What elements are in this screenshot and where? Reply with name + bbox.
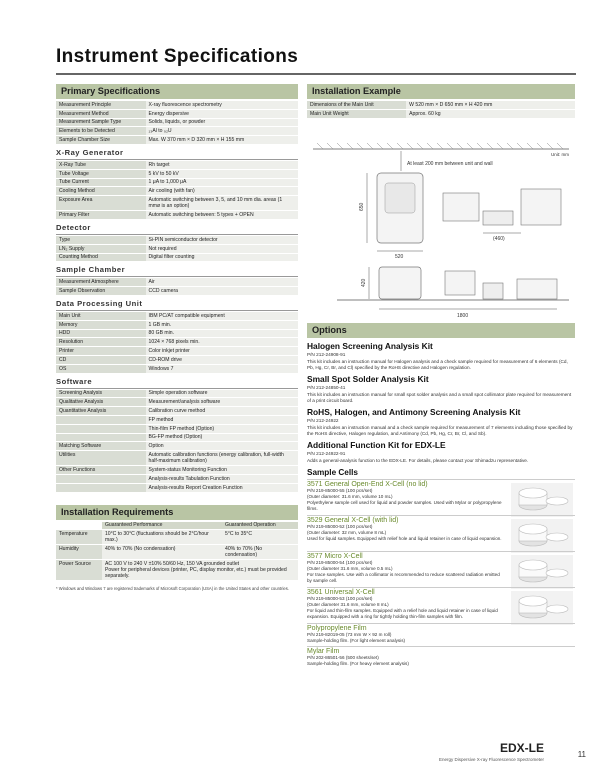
detector-table bbox=[56, 236, 298, 262]
software-header: Software bbox=[56, 374, 298, 389]
spec-value: Solids, liquids, or powder bbox=[146, 118, 298, 127]
spec-row bbox=[56, 244, 298, 253]
spec-label: Tube Current bbox=[56, 178, 146, 187]
sample-chamber-header: Sample Chamber bbox=[56, 262, 298, 277]
spec-row bbox=[56, 127, 298, 136]
sample-cell-item bbox=[307, 551, 575, 587]
sample-cell-item bbox=[307, 479, 575, 515]
spec-value: Calibration curve method bbox=[146, 407, 298, 416]
option-kit-title: Additional Function Kit for EDX-LE bbox=[307, 440, 446, 451]
brand-subtitle: Energy Dispersive X-ray Fluorescence Spectrometer bbox=[438, 757, 544, 762]
wall-hatch bbox=[317, 143, 563, 149]
option-kit-part-number: P/N 212-24908-91 bbox=[307, 351, 346, 357]
xray-generator-table bbox=[56, 161, 298, 220]
spec-value: W 520 mm × D 650 mm × H 420 mm bbox=[406, 101, 575, 109]
sample-cell-description: For liquid and thin-film samples. Equipped with a relief hole and liquid retainer in case of liquid expansion. Equipped with a ring for tightly holding thin-film samples with film. bbox=[307, 608, 498, 620]
spec-value: Si-PIN semiconductor detector bbox=[146, 236, 298, 244]
option-kit-title: RoHS, Halogen, and Antimony Screening Analysis Kit bbox=[307, 407, 521, 418]
dim-460-label: (460) bbox=[493, 235, 505, 242]
trademark-footnote: * Windows and Windows 7 are registered trademarks of Microsoft Corporation (USA) in the United States and other countries. bbox=[56, 585, 289, 591]
spec-value: Rh target bbox=[146, 161, 298, 169]
spec-row bbox=[56, 236, 298, 244]
sample-cell-description: For trace samples. Use with a collimator is recommended to reduce scattered radiation emitted by sample cell. bbox=[307, 572, 500, 584]
sample-cell-part-number: P/N 219-82019-05 (73 mm W × 92 m roll) bbox=[307, 632, 392, 638]
spec-row bbox=[56, 338, 298, 347]
installation-diagram bbox=[307, 123, 575, 319]
spec-row bbox=[56, 278, 298, 286]
spec-label: Exposure Area bbox=[56, 196, 146, 211]
unit-label: Unit: mm bbox=[551, 151, 569, 157]
sample-cell-photo bbox=[511, 555, 573, 589]
power-source-text: AC 100 V to 240 V ±10% 50/60 Hz, 150 VA grounded outlet bbox=[104, 560, 240, 567]
sample-cell-part-number: P/N 219-85000-55 (100 pcs/set) bbox=[307, 488, 373, 494]
spec-row bbox=[56, 101, 298, 109]
spec-value: X-ray fluorescence spectrometry bbox=[146, 101, 298, 109]
spec-row bbox=[56, 118, 298, 127]
sample-cell-dimensions: (Outer diameter 31.6 mm, volume 8 mL) bbox=[307, 602, 389, 608]
sample-cell-title: 3571 General Open-End X-Cell (no lid) bbox=[307, 481, 428, 489]
monitor-front-view bbox=[445, 271, 475, 295]
sample-cells-list bbox=[307, 479, 575, 669]
col-guaranteed-operation: Guaranteed Operation bbox=[222, 522, 298, 530]
spec-value: 1 GB min. bbox=[146, 320, 298, 329]
spec-row bbox=[56, 196, 298, 211]
corner-cell bbox=[56, 522, 102, 530]
printer-front-view bbox=[517, 279, 557, 299]
spec-row bbox=[56, 136, 298, 145]
spec-row bbox=[56, 398, 298, 407]
spec-label: Type bbox=[56, 236, 146, 244]
spec-label: Tube Voltage bbox=[56, 169, 146, 178]
spec-row bbox=[56, 320, 298, 329]
installation-requirements-table bbox=[56, 522, 298, 581]
spec-value: Energy dispersive bbox=[146, 109, 298, 118]
wall-clearance-note: At least 200 mm between unit and wall bbox=[407, 160, 493, 167]
installation-example-table bbox=[307, 101, 575, 119]
spec-value: System-status Monitoring Function bbox=[146, 466, 298, 475]
sample-cell-title: 3561 Universal X-Cell bbox=[307, 589, 375, 597]
primary-specs-header: Primary Specifications bbox=[56, 84, 298, 99]
spec-row bbox=[56, 466, 298, 475]
option-kit-title: Halogen Screening Analysis Kit bbox=[307, 340, 433, 351]
pc-front-view bbox=[483, 283, 503, 299]
spec-label: Main Unit Weight bbox=[307, 109, 406, 118]
power-source-value bbox=[102, 559, 298, 580]
spec-row bbox=[56, 390, 298, 398]
installation-requirements-header: Installation Requirements bbox=[56, 505, 298, 520]
sample-cell-title: 3577 Micro X-Cell bbox=[307, 553, 363, 561]
spec-label: CD bbox=[56, 355, 146, 364]
spec-label bbox=[56, 474, 146, 483]
spec-value: Analysis-results Report Creation Function bbox=[146, 483, 298, 492]
spec-row bbox=[56, 211, 298, 220]
right-column bbox=[307, 84, 575, 669]
spec-value: Windows 7 bbox=[146, 364, 298, 373]
spec-row bbox=[56, 474, 298, 483]
xray-generator-header: X-Ray Generator bbox=[56, 145, 298, 160]
spec-value: CCD camera bbox=[146, 287, 298, 296]
main-unit-front-view bbox=[379, 267, 421, 299]
spec-value: Option bbox=[146, 442, 298, 451]
sample-cell-photo bbox=[511, 591, 573, 625]
primary-specs-table bbox=[56, 101, 298, 145]
spec-value: Automatic calibration functions (energy calibration, full-width half-maximum calibration) bbox=[146, 451, 298, 466]
sample-cell-dimensions: (Outer diameter: 31.6 mm, volume 10 mL) bbox=[307, 494, 393, 500]
spec-label: Qualitative Analysis bbox=[56, 398, 146, 407]
spec-label: X-Ray Tube bbox=[56, 161, 146, 169]
page-number: 11 bbox=[577, 750, 586, 759]
humidity-operation: 40% to 70% (No condensation) bbox=[222, 545, 298, 560]
spec-row bbox=[56, 312, 298, 320]
option-kit-description: This kit includes an instruction manual for Halogen analysis and a check sample required for measurement of 6 elements (Cd, Pb, Hg, Cr, Br, and Cl) specified by the RoHS directive and Halogen regulation. bbox=[307, 358, 568, 370]
spec-label: Resolution bbox=[56, 338, 146, 347]
spec-value: Measurement/analysis software bbox=[146, 398, 298, 407]
option-kits bbox=[307, 341, 575, 465]
sample-cell-item bbox=[307, 587, 575, 623]
spec-row bbox=[56, 169, 298, 178]
option-kit-description: This kit includes an instruction manual and a check sample required for measurement of 7 elements including those specified by the RoHS directive, Halogen regulation, and Antimony (Cd, Pb, Hg, Cr, Br, Cl, and Sb). bbox=[307, 425, 573, 437]
detector-header: Detector bbox=[56, 220, 298, 235]
power-source-note: Power for peripheral devices (printer, PC, display monitor, etc.) must be provided separately. bbox=[104, 566, 287, 579]
spec-value: Color inkjet printer bbox=[146, 347, 298, 356]
spec-label: Memory bbox=[56, 320, 146, 329]
monitor-top-view bbox=[443, 193, 479, 221]
spec-label: HDD bbox=[56, 329, 146, 338]
sample-cell-title: 3529 General X-Cell (with lid) bbox=[307, 517, 399, 525]
spec-value: FP method bbox=[146, 415, 298, 424]
col-guaranteed-performance: Guaranteed Performance bbox=[102, 522, 222, 530]
spec-row bbox=[56, 433, 298, 442]
sample-cell-dimensions: (Outer diameter 31.6 mm, volume 0.5 mL) bbox=[307, 566, 393, 572]
spec-row bbox=[56, 355, 298, 364]
option-kit-description: This kit includes an instruction manual for small spot solder analysis and a small spot collimator plate required for measurement of a print circuit board. bbox=[307, 391, 572, 403]
spec-value: Automatic switching between: 5 types + OPEN bbox=[146, 211, 298, 220]
spec-label: Measurement Method bbox=[56, 109, 146, 118]
spec-label: LN₂ Supply bbox=[56, 244, 146, 253]
spec-row bbox=[307, 101, 575, 109]
sample-chamber-table bbox=[56, 278, 298, 296]
sample-cell-title: Mylar Film bbox=[307, 648, 340, 656]
spec-label: Other Functions bbox=[56, 466, 146, 475]
sample-cell-description: Sample-holding film. (For heavy element analysis) bbox=[307, 661, 409, 667]
sample-cell-dimensions: (Outer diameter: 32 mm, volume 8 mL) bbox=[307, 530, 387, 536]
sample-cell-item bbox=[307, 623, 575, 646]
spec-value: Approx. 60 kg bbox=[406, 109, 575, 118]
sample-cell-part-number: P/N 219-85000-53 (100 pcs/set) bbox=[307, 596, 373, 602]
sample-cell-title: Polypropylene Film bbox=[307, 625, 367, 633]
option-kit-description: Adds a general-analysis function to the EDX-LE. For details, please contact your Shimadzu representative. bbox=[307, 458, 529, 464]
page-title: Instrument Specifications bbox=[56, 46, 299, 67]
spec-value: BG-FP method (Option) bbox=[146, 433, 298, 442]
spec-row bbox=[56, 451, 298, 466]
humidity-performance: 40% to 70% (No condensation) bbox=[102, 545, 222, 560]
sample-cell-part-number: P/N 219-85000-54 (100 pcs/set) bbox=[307, 560, 373, 566]
spec-label: Screening Analysis bbox=[56, 390, 146, 398]
spec-label: Printer bbox=[56, 347, 146, 356]
spec-label: Matching Software bbox=[56, 442, 146, 451]
options-header: Options bbox=[307, 323, 575, 338]
spec-value: Not required bbox=[146, 244, 298, 253]
spec-label: Measurement Principle bbox=[56, 101, 146, 109]
keyboard-top-view bbox=[483, 211, 513, 225]
spec-label: Elements to be Detected bbox=[56, 127, 146, 136]
humidity-label: Humidity bbox=[56, 545, 102, 560]
spec-value: Digital filter counting bbox=[146, 253, 298, 262]
spec-label: Sample Observation bbox=[56, 287, 146, 296]
spec-row bbox=[56, 407, 298, 416]
sample-cell-part-number: P/N 202-86501-56 (500 sheets/set) bbox=[307, 655, 379, 661]
spec-label bbox=[56, 433, 146, 442]
spec-label: Main Unit bbox=[56, 312, 146, 320]
sample-cell-photo bbox=[511, 519, 573, 553]
data-processing-header: Data Processing Unit bbox=[56, 296, 298, 311]
spec-value: Analysis-results Tabulation Function bbox=[146, 474, 298, 483]
spec-label: Dimensions of the Main Unit bbox=[307, 101, 406, 109]
spec-row bbox=[56, 287, 298, 296]
option-kit-title: Small Spot Solder Analysis Kit bbox=[307, 373, 429, 384]
sample-cell-description: Polyethylene sample cell used for liquid and powder samples. Used with Mylar or polypropylene films. bbox=[307, 500, 502, 512]
software-table bbox=[56, 390, 298, 493]
spec-label bbox=[56, 415, 146, 424]
spec-row bbox=[56, 415, 298, 424]
spec-label: Cooling Method bbox=[56, 187, 146, 196]
spec-row bbox=[307, 109, 575, 118]
spec-row bbox=[56, 442, 298, 451]
installation-example-header: Installation Example bbox=[307, 84, 575, 99]
sample-cell-part-number: P/N 219-85000-52 (100 pcs/set) bbox=[307, 524, 373, 530]
spec-label: Measurement Sample Type bbox=[56, 118, 146, 127]
dim-420-label: 420 bbox=[361, 278, 367, 287]
spec-value: Simple operation software bbox=[146, 390, 298, 398]
spec-label: Counting Method bbox=[56, 253, 146, 262]
sample-cell-item bbox=[307, 515, 575, 551]
temperature-operation: 5°C to 35°C bbox=[222, 530, 298, 545]
spec-label bbox=[56, 483, 146, 492]
spec-row bbox=[56, 161, 298, 169]
option-kit-part-number: P/N 212-24922-91 bbox=[307, 451, 346, 457]
sample-cell-item bbox=[307, 646, 575, 669]
spec-value: Max. W 370 mm × D 320 mm × H 155 mm bbox=[146, 136, 298, 145]
spec-row bbox=[56, 253, 298, 262]
spec-label bbox=[56, 424, 146, 433]
option-kit-part-number: P/N 212-24850-41 bbox=[307, 384, 346, 390]
temperature-label: Temperature bbox=[56, 530, 102, 545]
dim-520-label: 520 bbox=[395, 253, 404, 260]
spec-row bbox=[56, 109, 298, 118]
dim-650-label: 650 bbox=[359, 202, 365, 211]
spec-value: Automatic switching between 3, 5, and 10 mm dia. areas (1 mmø is an option) bbox=[146, 196, 298, 211]
spec-label: OS bbox=[56, 364, 146, 373]
brand-name: EDX-LE bbox=[499, 741, 544, 755]
sample-cells-header: Sample Cells bbox=[307, 468, 358, 478]
spec-row bbox=[56, 347, 298, 356]
sample-cell-description: Used for liquid samples. Equipped with relief hole and liquid retainer in case of liquid expansion. bbox=[307, 536, 502, 542]
spec-value: Thin-film FP method (Option) bbox=[146, 424, 298, 433]
spec-label: Quantitative Analysis bbox=[56, 407, 146, 416]
installation-diagram-svg bbox=[307, 123, 575, 319]
option-kit-part-number: P/N 212-24922 bbox=[307, 418, 339, 424]
spec-row bbox=[56, 424, 298, 433]
spec-label: Primary Filter bbox=[56, 211, 146, 220]
spec-label: Measurement Atmosphere bbox=[56, 278, 146, 286]
title-rule bbox=[56, 73, 576, 75]
spec-label: Utilities bbox=[56, 451, 146, 466]
spec-label: Sample Chamber Size bbox=[56, 136, 146, 145]
spec-value: Air cooling (with fan) bbox=[146, 187, 298, 196]
spec-row bbox=[56, 187, 298, 196]
spec-value: IBM PC/AT compatible equipment bbox=[146, 312, 298, 320]
power-source-label: Power Source bbox=[56, 559, 102, 580]
spec-row bbox=[56, 483, 298, 492]
spec-row bbox=[56, 364, 298, 373]
spec-row bbox=[56, 329, 298, 338]
spec-row bbox=[56, 178, 298, 187]
sample-cell-photo bbox=[511, 483, 573, 517]
data-processing-table bbox=[56, 312, 298, 374]
spec-value: 80 GB min. bbox=[146, 329, 298, 338]
spec-value: ₁₃Al to ₉₂U bbox=[146, 127, 298, 136]
spec-value: Air bbox=[146, 278, 298, 286]
spec-value: 1 μA to 1,000 μA bbox=[146, 178, 298, 187]
dim-1800-label: 1800 bbox=[457, 312, 469, 319]
sample-cell-description: Sample-holding film. (For light element analysis) bbox=[307, 638, 406, 644]
sample-chamber-lid bbox=[385, 183, 415, 213]
left-column bbox=[56, 84, 298, 591]
temperature-performance: 10°C to 30°C (fluctuations should be 2°C/hour max.) bbox=[102, 530, 222, 545]
spec-value: 1024 × 768 pixels min. bbox=[146, 338, 298, 347]
printer-top-view bbox=[521, 189, 561, 225]
spec-value: 5 kV to 50 kV bbox=[146, 169, 298, 178]
spec-value: CD-ROM drive bbox=[146, 355, 298, 364]
